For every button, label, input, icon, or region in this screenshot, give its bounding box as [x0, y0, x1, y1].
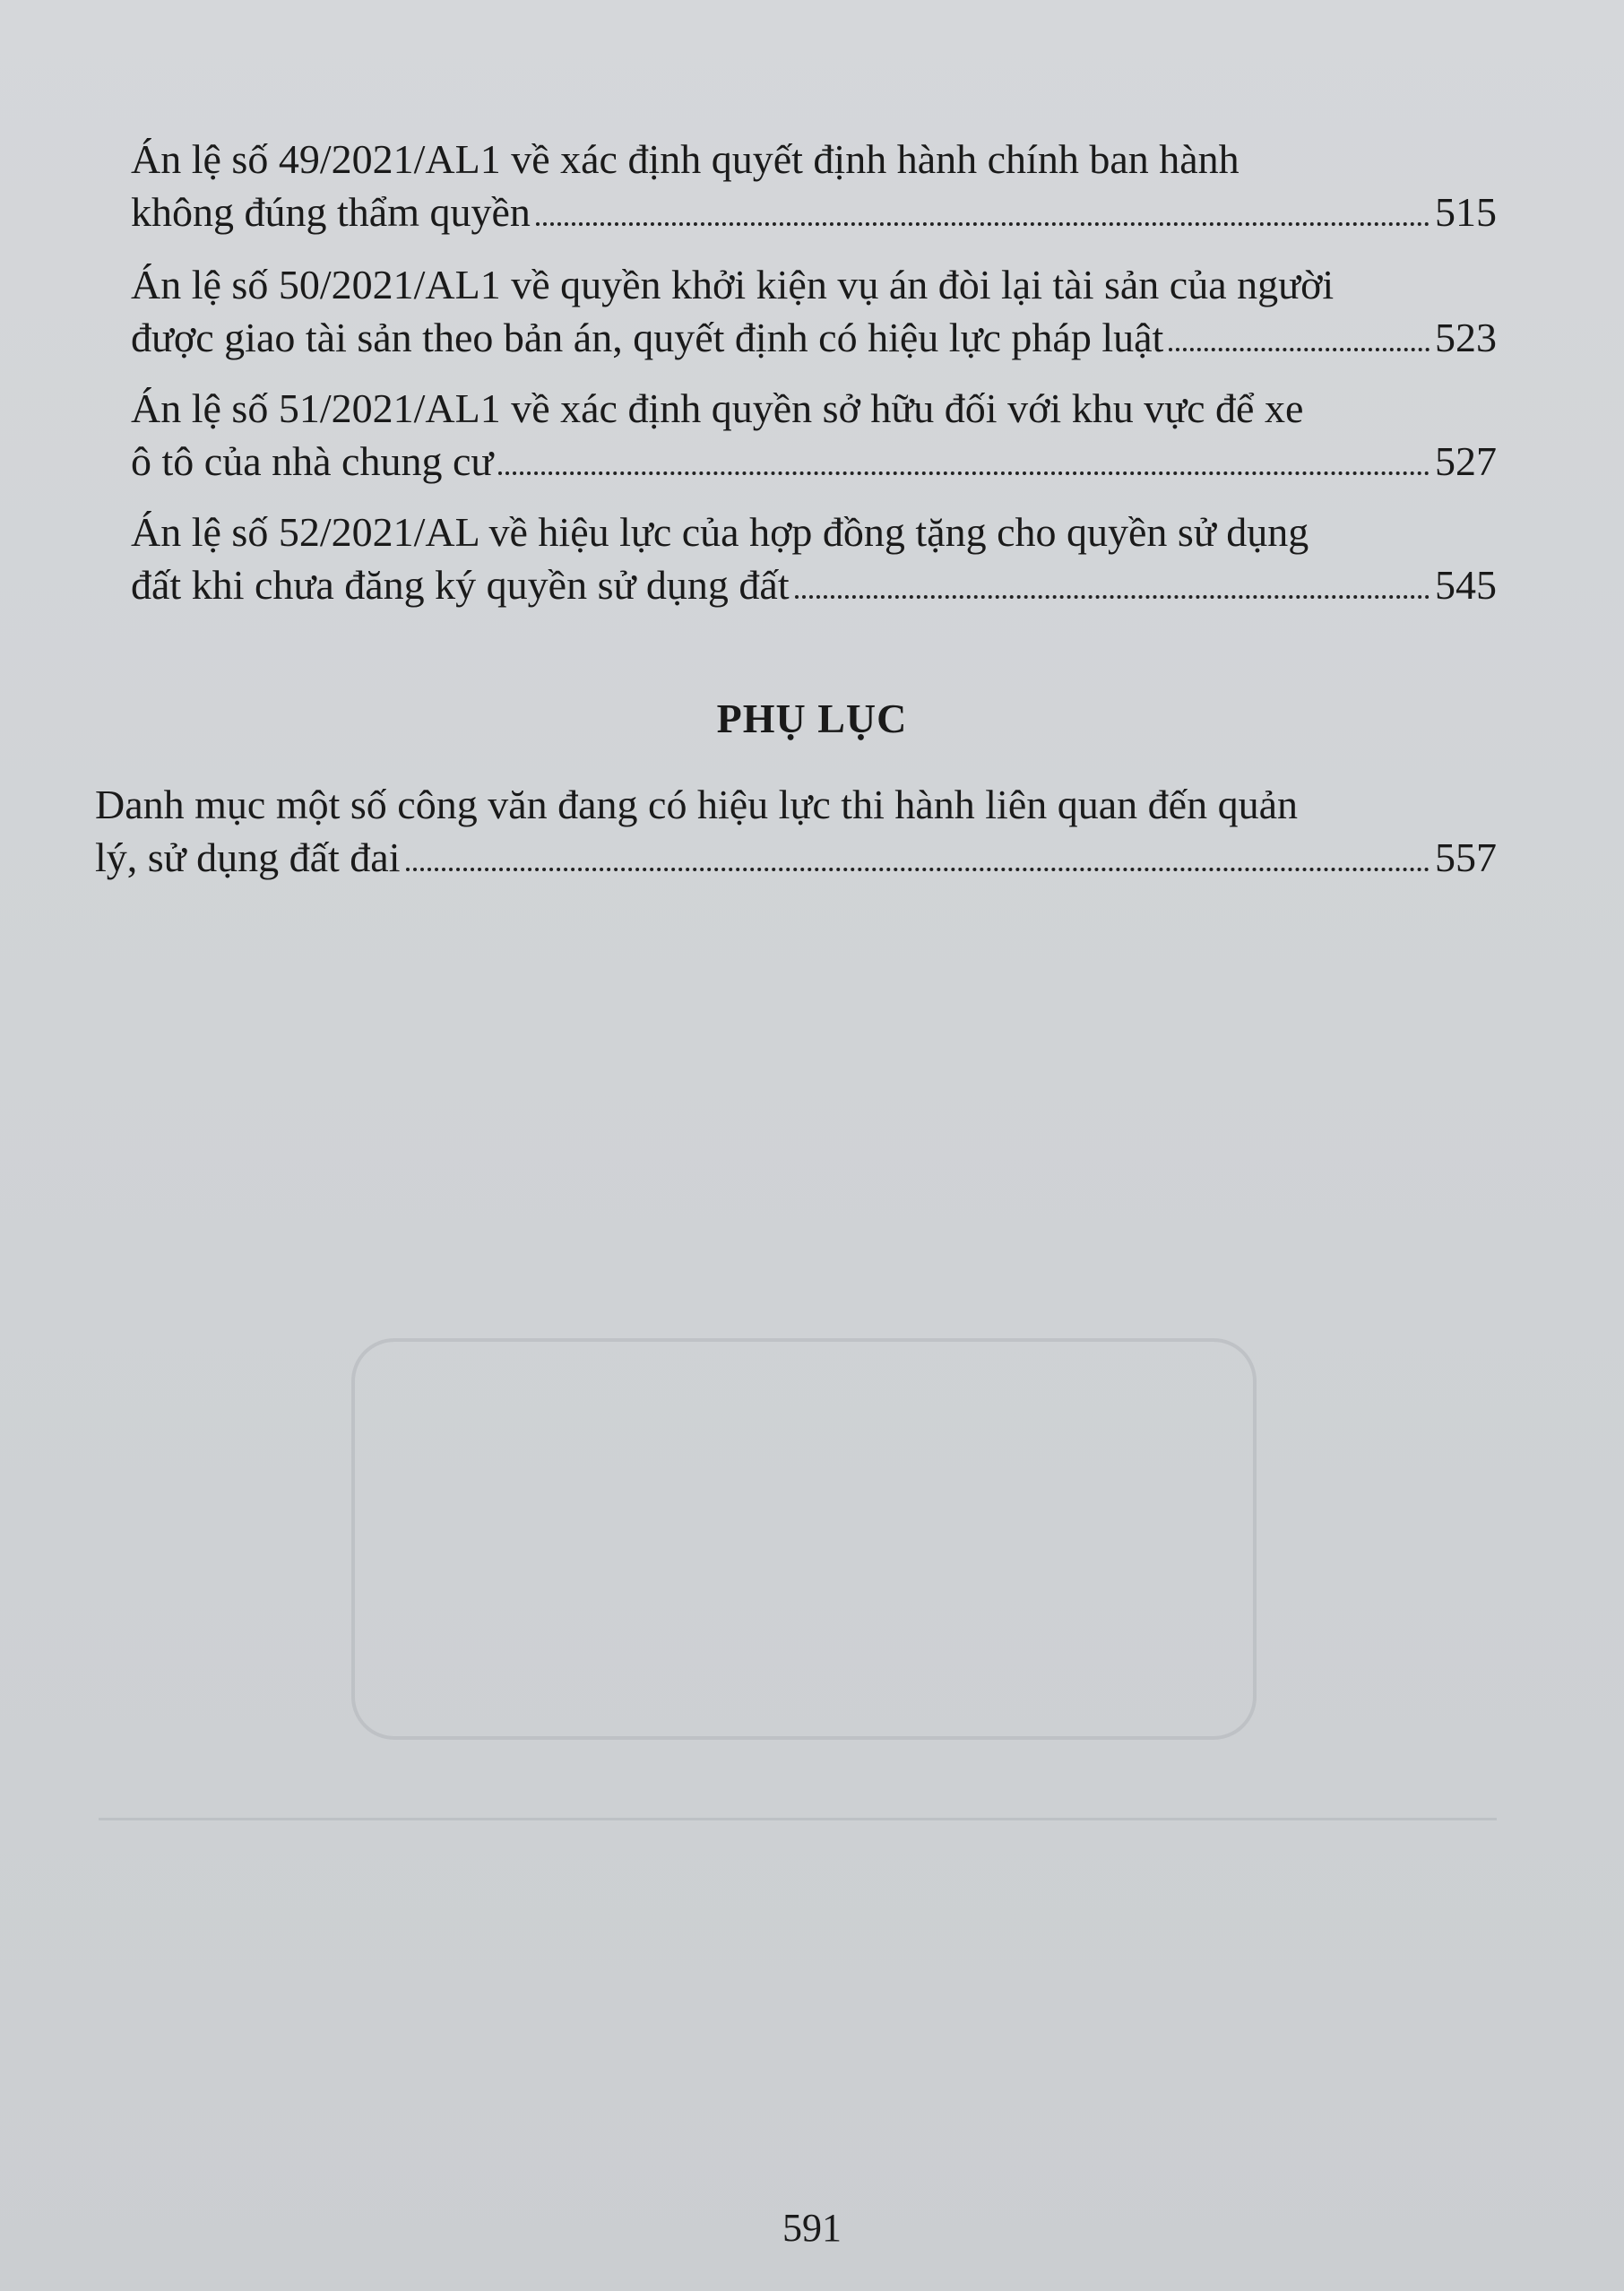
toc-entry: [131, 134, 1497, 237]
dot-leader: [498, 471, 1430, 475]
dot-leader: [536, 222, 1430, 226]
toc-page-number: 527: [1435, 438, 1497, 485]
dot-leader: [1169, 348, 1430, 351]
toc-page-number: 523: [1435, 315, 1497, 361]
show-through-box: [351, 1338, 1257, 1740]
toc-entry-title-cont: đất khi chưa đăng ký quyền sử dụng đất: [131, 562, 790, 609]
toc-entry-appendix: [95, 780, 1497, 882]
toc-page-number: 515: [1435, 189, 1497, 236]
appendix-heading: PHỤ LỤC: [716, 696, 908, 741]
show-through-rule: [99, 1818, 1497, 1820]
page-number: 591: [782, 2206, 842, 2250]
toc-entry-title: Án lệ số 51/2021/AL1 về xác định quyền sở hữu đối với khu vực để xe: [131, 385, 1304, 431]
dot-leader: [406, 868, 1430, 871]
toc-page-number: 545: [1435, 562, 1497, 609]
dot-leader: [795, 595, 1430, 599]
toc-entry-title: Án lệ số 49/2021/AL1 về xác định quyết định hành chính ban hành: [131, 136, 1240, 182]
toc-entry: [131, 260, 1497, 362]
toc-entry-title-cont: không đúng thẩm quyền: [131, 189, 531, 236]
toc-entry: [131, 384, 1497, 486]
toc-entry-title-cont: được giao tài sản theo bản án, quyết định có hiệu lực pháp luật: [131, 315, 1164, 361]
toc-entry-title: Án lệ số 50/2021/AL1 về quyền khởi kiện vụ án đòi lại tài sản của người: [131, 262, 1335, 307]
toc-entry-title: Án lệ số 52/2021/AL về hiệu lực của hợp đồng tặng cho quyền sử dụng: [131, 509, 1309, 555]
toc-page-number: 557: [1435, 834, 1497, 881]
toc-entry-title: Danh mục một số công văn đang có hiệu lực thi hành liên quan đến quản: [95, 782, 1298, 827]
toc-entry-title-cont: ô tô của nhà chung cư: [131, 438, 494, 485]
toc-entry-title-cont: lý, sử dụng đất đai: [95, 834, 401, 881]
toc-entry: [131, 507, 1497, 609]
